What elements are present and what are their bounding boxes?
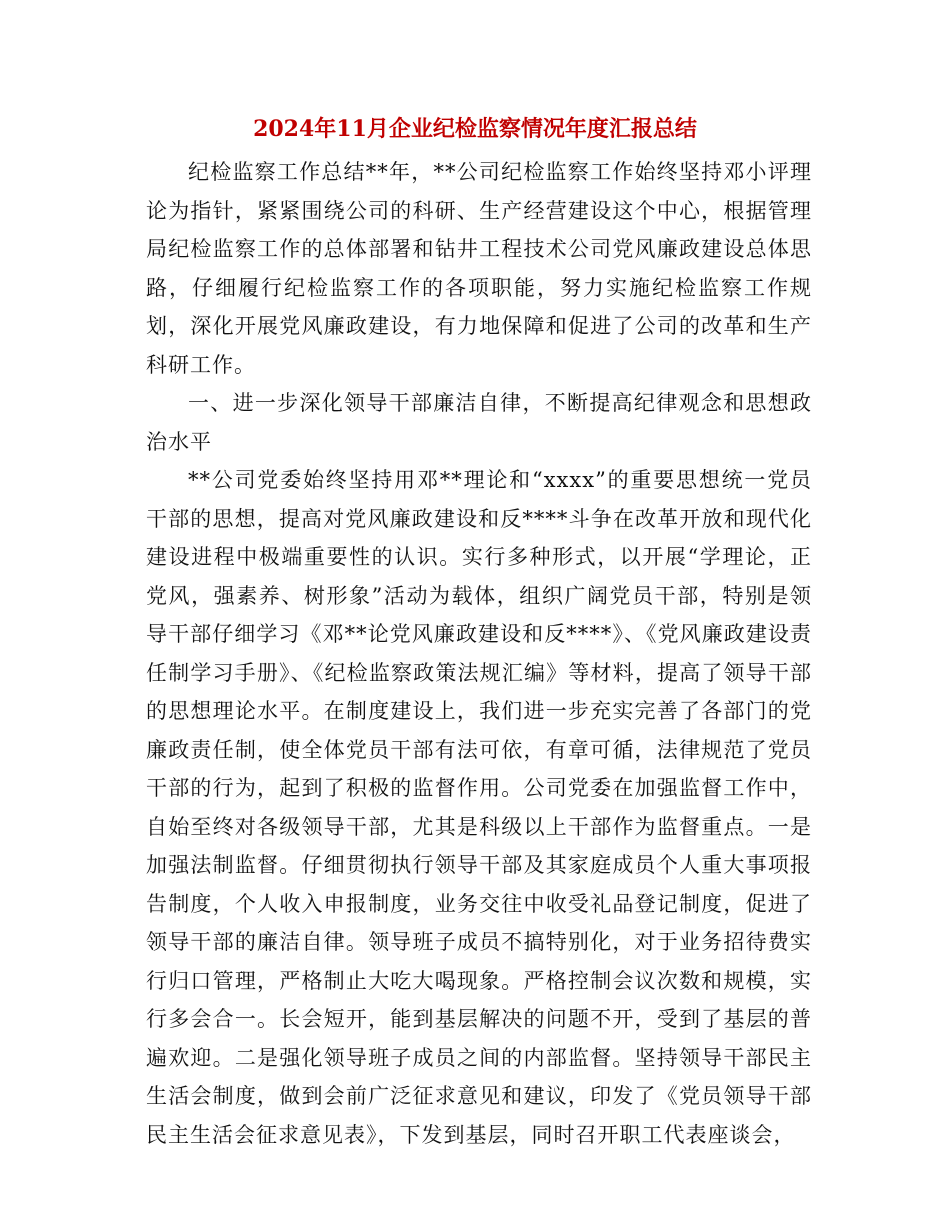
paragraph-section-1: **公司党委始终坚持用邓**理论和“xxxx”的重要思想统一党员干部的思想，提高对党风廉政建设和反****斗争在改革开放和现代化建设进程中极端重要性的认识。实行多种形式，以开展“学理论，正党风，强素养、树形象”活动为载体，组织广阔党员干部，特别是领导干部仔细学习《邓**论党风廉政建设和反****》、《党风廉政建设责任制学习手册》、《纪检监察政策法规汇编》等材料，提高了领导干部的思想理论水平。在制度建设上，我们进一步充实完善了各部门的党廉政责任制，使全体党员干部有法可依，有章可循，法律规范了党员干部的行为，起到了积极的监督作用。公司党委在加强监督工作中，自始至终对各级领导干部，尤其是科级以上干部作为监督重点。一是加强法制监督。仔细贯彻执行领导干部及其家庭成员个人重大事项报告制度，个人收入申报制度，业务交往中收受礼品登记制度，促进了领导干部的廉洁自律。领导班子成员不搞特别化，对于业务招待费实行归口管理，严格制止大吃大喝现象。严格控制会议次数和规模，实行多会合一。长会短开，能到基层解决的问题不开，受到了基层的普遍欢迎。二是强化领导班子成员之间的内部监督。坚持领导干部民主生活会制度，做到会前广泛征求意见和建议，印发了《党员领导干部民主生活会征求意见表》，下发到基层，同时召开职工代表座谈会， xyxy=(146,468,812,1147)
document-title: 2024年11月企业纪检监察情况年度汇报总结 xyxy=(253,116,697,142)
document-body xyxy=(146,153,812,1154)
paragraph-intro: 纪检监察工作总结**年，**公司纪检监察工作始终坚持邓小评理论为指针，紧紧围绕公司的科研、生产经营建设这个中心，根据管理局纪检监察工作的总体部署和钻井工程技术公司党风廉政建设总体思路，仔细履行纪检监察工作的各项职能，努力实施纪检监察工作规划，深化开展党风廉政建设，有力地保障和促进了公司的改革和生产科研工作。 xyxy=(146,160,812,377)
section-heading-1: 一、进一步深化领导干部廉洁自律，不断提高纪律观念和思想政治水平 xyxy=(146,391,812,454)
